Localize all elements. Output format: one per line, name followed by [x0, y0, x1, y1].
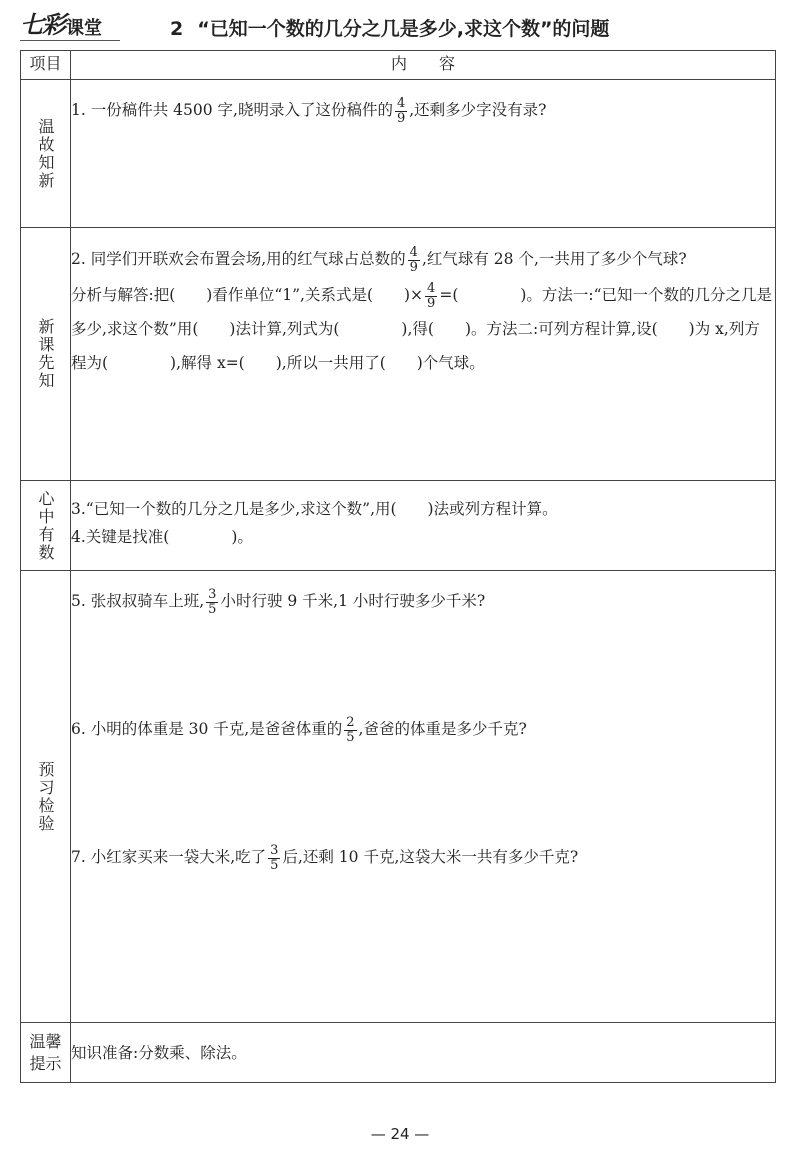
analysis-text: 分析与解答:把( )看作单位“1”,关系式是( )× $\frac{4}{9}$ =( )。方法一:“已知一个数的几分之几是多少,求这个数”用( )法计算,列式为( ),得( )。方法二:可列方程计算,设( )为 x,列方程为( ),解得 x=( ),所以一共用了( )个气球。 [71, 280, 773, 372]
question-2: 2. 同学们开联欢会布置会场,用的红气球占总数的 $\frac{4}{9}$ ,红气球有 28 个,一共用了多少个气球? [71, 244, 687, 275]
key-points-content [71, 481, 776, 571]
question-6: 6. 小明的体重是 30 千克,是爸爸体重的 $\frac{2}{5}$ ,爸爸的体重是多少千克? [71, 714, 527, 745]
fraction: $\frac{3}{5}$ [208, 586, 217, 617]
fraction: $\frac{2}{5}$ [346, 714, 355, 745]
fraction: $\frac{4}{9}$ [396, 95, 406, 126]
section-number: 2 [170, 18, 184, 40]
page-header [20, 10, 780, 44]
tip-text: 知识准备:分数乘、除法。 [71, 1044, 247, 1062]
page-title [170, 14, 609, 41]
logo-text: 课堂 [66, 18, 102, 39]
column-header-item: 项目 [21, 51, 71, 80]
question-1: 1. 一份稿件共 4500 字,晓明录入了这份稿件的 $\frac{4}{9}$ ,还剩多少字没有录? [71, 95, 547, 126]
logo-script: 七彩 [20, 10, 64, 39]
column-header-content: 内 容 [71, 51, 776, 80]
question-7: 7. 小红家买来一袋大米,吃了 $\frac{3}{5}$ 后,还剩 10 千克,这袋大米一共有多少千克? [71, 842, 579, 873]
table-header-row [21, 51, 776, 80]
row-label-new-lesson: 新课先知 [36, 318, 55, 390]
row-label-tips: 温馨提示 [29, 1031, 62, 1073]
fraction: $\frac{4}{9}$ [427, 280, 436, 311]
table-row [21, 481, 776, 571]
tips-content [71, 1023, 776, 1083]
question-3: 3.“已知一个数的几分之几是多少,求这个数”,用( )法或列方程计算。 [71, 500, 558, 518]
lesson-table [20, 50, 776, 1083]
title-text: “已知一个数的几分之几是多少,求这个数”的问题 [197, 18, 610, 40]
new-lesson-content [71, 228, 776, 481]
brand-logo [20, 10, 102, 40]
table-row [21, 1023, 776, 1083]
row-label-review: 温故知新 [36, 117, 55, 190]
table-row [21, 80, 776, 228]
table-row [21, 228, 776, 481]
fraction: $\frac{3}{5}$ [270, 842, 279, 873]
row-label-key-points: 心中有数 [36, 489, 55, 562]
question-5: 5. 张叔叔骑车上班, $\frac{3}{5}$ 小时行驶 9 千米,1 小时行驶多少千米? [71, 586, 486, 617]
logo-underline [20, 40, 120, 41]
question-4: 4.关键是找准( )。 [71, 528, 253, 546]
page-number: — 24 — [370, 1125, 430, 1143]
row-label-preview-check: 预习检验 [36, 760, 55, 833]
table-row [21, 571, 776, 1023]
fraction: $\frac{4}{9}$ [409, 244, 418, 275]
preview-check-content [71, 571, 776, 1023]
review-content [71, 80, 776, 228]
